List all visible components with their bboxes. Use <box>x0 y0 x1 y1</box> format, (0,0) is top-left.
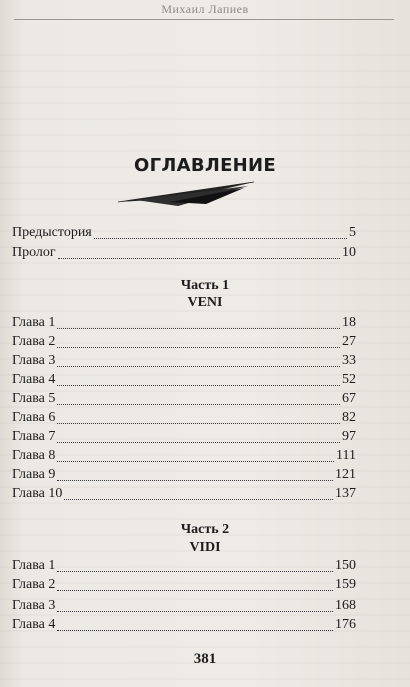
toc-entry-label: Глава 7 <box>12 429 56 444</box>
toc-entry-part1-chapter4[interactable] <box>12 370 356 390</box>
toc-entry-part1-chapter9[interactable] <box>12 465 356 485</box>
toc-entry-part1-chapter8[interactable] <box>12 446 356 466</box>
toc-entry-part2-chapter4[interactable] <box>12 615 356 635</box>
toc-entry-label: Глава 2 <box>12 577 56 592</box>
toc-entry-page: 176 <box>335 617 356 632</box>
toc-entry-page: 82 <box>342 410 356 425</box>
toc-entry-part1-chapter2[interactable] <box>12 332 356 352</box>
dot-leader <box>57 316 340 329</box>
dot-leader <box>57 599 333 612</box>
toc-entry-part1-chapter5[interactable] <box>12 389 356 409</box>
toc-entry-prologue[interactable] <box>12 243 356 263</box>
dot-leader <box>57 430 340 443</box>
header-rule <box>14 19 394 20</box>
dot-leader <box>64 487 333 500</box>
toc-entry-part1-chapter1[interactable] <box>12 313 356 333</box>
toc-title: ОГЛАВЛЕНИЕ <box>133 155 277 176</box>
dot-leader <box>57 618 333 631</box>
dot-leader <box>57 411 340 424</box>
quill-ornament-icon <box>116 180 256 210</box>
part-2-name: VIDI <box>189 540 221 555</box>
part-1-label: Часть 1 <box>180 278 230 293</box>
toc-entry-page: 121 <box>335 467 356 482</box>
toc-entry-page: 33 <box>342 353 356 368</box>
dot-leader <box>57 559 333 572</box>
toc-entry-label: Глава 6 <box>12 410 56 425</box>
toc-entry-page: 10 <box>342 245 356 260</box>
toc-entry-label: Глава 4 <box>12 617 56 632</box>
toc-entry-page: 97 <box>342 429 356 444</box>
running-head: Михаил Лапиев <box>161 2 249 16</box>
toc-entry-part2-chapter3[interactable] <box>12 596 356 616</box>
toc-entry-label: Глава 3 <box>12 598 56 613</box>
toc-entry-page: 52 <box>342 372 356 387</box>
toc-entry-part1-chapter7[interactable] <box>12 427 356 447</box>
toc-entry-label: Глава 1 <box>12 558 56 573</box>
toc-entry-label: Глава 9 <box>12 467 56 482</box>
toc-entry-label: Глава 3 <box>12 353 56 368</box>
toc-entry-page: 137 <box>335 486 356 501</box>
toc-entry-label: Предыстория <box>12 225 92 240</box>
toc-entry-label: Глава 4 <box>12 372 56 387</box>
toc-entry-page: 67 <box>342 391 356 406</box>
toc-entry-part1-chapter3[interactable] <box>12 351 356 371</box>
toc-entry-part2-chapter2[interactable] <box>12 575 356 595</box>
dot-leader <box>57 392 340 405</box>
toc-entry-label: Пролог <box>12 245 56 260</box>
dot-leader <box>57 578 333 591</box>
toc-entry-label: Глава 1 <box>12 315 56 330</box>
toc-entry-label: Глава 10 <box>12 486 63 501</box>
part-2-label: Часть 2 <box>180 522 230 537</box>
toc-entry-prehistory[interactable] <box>12 223 356 243</box>
dot-leader <box>57 335 340 348</box>
toc-entry-page: 5 <box>349 225 356 240</box>
part-1-name: VENI <box>187 295 223 310</box>
toc-entry-page: 168 <box>335 598 356 613</box>
toc-entry-label: Глава 5 <box>12 391 56 406</box>
toc-entry-part2-chapter1[interactable] <box>12 556 356 576</box>
toc-entry-page: 150 <box>335 558 356 573</box>
dot-leader <box>57 373 340 386</box>
dot-leader <box>58 246 340 259</box>
dot-leader <box>94 226 347 239</box>
page-number: 381 <box>193 651 217 667</box>
toc-entry-part1-chapter6[interactable] <box>12 408 356 428</box>
dot-leader <box>57 468 333 481</box>
toc-entry-page: 18 <box>342 315 356 330</box>
toc-entry-page: 111 <box>336 448 356 463</box>
dot-leader <box>57 354 340 367</box>
toc-entry-label: Глава 8 <box>12 448 56 463</box>
toc-entry-page: 27 <box>342 334 356 349</box>
toc-entry-label: Глава 2 <box>12 334 56 349</box>
toc-entry-page: 159 <box>335 577 356 592</box>
dot-leader <box>57 449 334 462</box>
toc-entry-part1-chapter10[interactable] <box>12 484 356 504</box>
